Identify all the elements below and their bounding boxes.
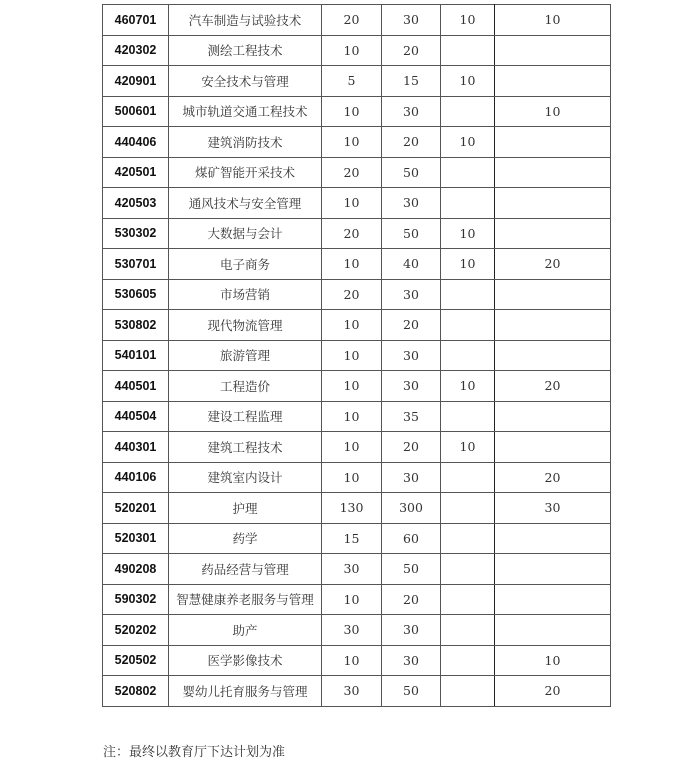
major-code-cell: 530802 — [103, 310, 169, 341]
value-cell-3 — [441, 340, 495, 371]
major-code-cell: 540101 — [103, 340, 169, 371]
major-name-cell: 医学影像技术 — [169, 645, 322, 676]
value-cell-3 — [441, 493, 495, 524]
table-body — [103, 5, 611, 707]
value-cell-3: 10 — [441, 249, 495, 280]
major-name-cell: 建筑室内设计 — [169, 462, 322, 493]
major-code-cell: 520301 — [103, 523, 169, 554]
value-cell-3: 10 — [441, 432, 495, 463]
value-cell-2: 30 — [382, 5, 441, 36]
major-name-cell: 建筑消防技术 — [169, 127, 322, 158]
value-cell-4 — [495, 127, 611, 158]
table-row — [103, 5, 611, 36]
value-cell-3 — [441, 584, 495, 615]
value-cell-1: 10 — [322, 96, 382, 127]
table-row — [103, 676, 611, 707]
value-cell-4 — [495, 554, 611, 585]
value-cell-1: 10 — [322, 584, 382, 615]
major-name-cell: 建筑工程技术 — [169, 432, 322, 463]
major-name-cell: 建设工程监理 — [169, 401, 322, 432]
value-cell-1: 10 — [322, 340, 382, 371]
major-code-cell: 520502 — [103, 645, 169, 676]
value-cell-4 — [495, 188, 611, 219]
major-code-cell: 590302 — [103, 584, 169, 615]
value-cell-4 — [495, 432, 611, 463]
major-code-cell: 490208 — [103, 554, 169, 585]
value-cell-1: 10 — [322, 310, 382, 341]
major-code-cell: 530701 — [103, 249, 169, 280]
value-cell-2: 50 — [382, 157, 441, 188]
value-cell-2: 20 — [382, 432, 441, 463]
value-cell-2: 50 — [382, 676, 441, 707]
value-cell-4 — [495, 340, 611, 371]
major-name-cell: 婴幼儿托育服务与管理 — [169, 676, 322, 707]
table-row — [103, 462, 611, 493]
major-code-cell: 500601 — [103, 96, 169, 127]
value-cell-2: 15 — [382, 66, 441, 97]
value-cell-3 — [441, 279, 495, 310]
table-row — [103, 96, 611, 127]
value-cell-3 — [441, 523, 495, 554]
value-cell-2: 30 — [382, 615, 441, 646]
table-row — [103, 432, 611, 463]
major-name-cell: 药学 — [169, 523, 322, 554]
value-cell-3: 10 — [441, 218, 495, 249]
table-row — [103, 249, 611, 280]
value-cell-3 — [441, 188, 495, 219]
major-name-cell: 护理 — [169, 493, 322, 524]
major-name-cell: 汽车制造与试验技术 — [169, 5, 322, 36]
value-cell-1: 10 — [322, 127, 382, 158]
value-cell-4: 30 — [495, 493, 611, 524]
value-cell-1: 15 — [322, 523, 382, 554]
major-name-cell: 通风技术与安全管理 — [169, 188, 322, 219]
major-name-cell: 助产 — [169, 615, 322, 646]
major-code-cell: 530605 — [103, 279, 169, 310]
value-cell-4 — [495, 615, 611, 646]
value-cell-1: 20 — [322, 218, 382, 249]
table-row — [103, 615, 611, 646]
major-code-cell: 440406 — [103, 127, 169, 158]
value-cell-3 — [441, 96, 495, 127]
value-cell-3 — [441, 157, 495, 188]
value-cell-4: 20 — [495, 371, 611, 402]
value-cell-3 — [441, 35, 495, 66]
major-code-cell: 440301 — [103, 432, 169, 463]
value-cell-4 — [495, 218, 611, 249]
value-cell-2: 60 — [382, 523, 441, 554]
table-row — [103, 401, 611, 432]
value-cell-1: 130 — [322, 493, 382, 524]
major-code-cell: 440504 — [103, 401, 169, 432]
value-cell-4: 10 — [495, 5, 611, 36]
table-row — [103, 371, 611, 402]
value-cell-4 — [495, 401, 611, 432]
value-cell-2: 30 — [382, 96, 441, 127]
value-cell-4 — [495, 523, 611, 554]
value-cell-1: 10 — [322, 645, 382, 676]
value-cell-3: 10 — [441, 127, 495, 158]
table-row — [103, 157, 611, 188]
value-cell-2: 30 — [382, 279, 441, 310]
value-cell-1: 10 — [322, 188, 382, 219]
major-code-cell: 440106 — [103, 462, 169, 493]
value-cell-4: 20 — [495, 462, 611, 493]
table-row — [103, 340, 611, 371]
footnote: 注：最终以教育厅下达计划为准 — [103, 745, 286, 760]
major-name-cell: 城市轨道交通工程技术 — [169, 96, 322, 127]
table-row — [103, 188, 611, 219]
value-cell-1: 20 — [322, 157, 382, 188]
table-row — [103, 310, 611, 341]
value-cell-4: 10 — [495, 645, 611, 676]
value-cell-3: 10 — [441, 66, 495, 97]
value-cell-1: 20 — [322, 279, 382, 310]
value-cell-4: 20 — [495, 249, 611, 280]
value-cell-3 — [441, 554, 495, 585]
major-name-cell: 安全技术与管理 — [169, 66, 322, 97]
table-row — [103, 493, 611, 524]
value-cell-2: 20 — [382, 584, 441, 615]
major-name-cell: 电子商务 — [169, 249, 322, 280]
value-cell-1: 10 — [322, 462, 382, 493]
value-cell-2: 30 — [382, 645, 441, 676]
table-row — [103, 218, 611, 249]
table-row — [103, 35, 611, 66]
value-cell-2: 30 — [382, 371, 441, 402]
value-cell-3 — [441, 401, 495, 432]
value-cell-4: 10 — [495, 96, 611, 127]
table-row — [103, 584, 611, 615]
major-name-cell: 大数据与会计 — [169, 218, 322, 249]
major-code-cell: 520202 — [103, 615, 169, 646]
table-row — [103, 66, 611, 97]
major-name-cell: 工程造价 — [169, 371, 322, 402]
value-cell-1: 10 — [322, 432, 382, 463]
value-cell-4 — [495, 310, 611, 341]
value-cell-2: 35 — [382, 401, 441, 432]
value-cell-2: 30 — [382, 340, 441, 371]
value-cell-1: 10 — [322, 371, 382, 402]
major-code-cell: 420501 — [103, 157, 169, 188]
value-cell-2: 300 — [382, 493, 441, 524]
major-name-cell: 智慧健康养老服务与管理 — [169, 584, 322, 615]
value-cell-2: 20 — [382, 35, 441, 66]
table-row — [103, 554, 611, 585]
value-cell-2: 40 — [382, 249, 441, 280]
value-cell-1: 10 — [322, 401, 382, 432]
table-row — [103, 279, 611, 310]
major-code-cell: 440501 — [103, 371, 169, 402]
major-name-cell: 测绘工程技术 — [169, 35, 322, 66]
table-row — [103, 645, 611, 676]
value-cell-3 — [441, 462, 495, 493]
major-code-cell: 420503 — [103, 188, 169, 219]
major-code-cell: 520802 — [103, 676, 169, 707]
table-row — [103, 127, 611, 158]
value-cell-4 — [495, 35, 611, 66]
major-name-cell: 药品经营与管理 — [169, 554, 322, 585]
major-name-cell: 煤矿智能开采技术 — [169, 157, 322, 188]
major-code-cell: 520201 — [103, 493, 169, 524]
value-cell-1: 10 — [322, 249, 382, 280]
value-cell-3: 10 — [441, 5, 495, 36]
value-cell-2: 20 — [382, 310, 441, 341]
value-cell-1: 5 — [322, 66, 382, 97]
value-cell-1: 30 — [322, 554, 382, 585]
value-cell-1: 20 — [322, 5, 382, 36]
value-cell-3 — [441, 615, 495, 646]
value-cell-2: 50 — [382, 218, 441, 249]
major-code-cell: 530302 — [103, 218, 169, 249]
value-cell-4 — [495, 584, 611, 615]
major-code-cell: 420901 — [103, 66, 169, 97]
table-row — [103, 523, 611, 554]
major-name-cell: 市场营销 — [169, 279, 322, 310]
value-cell-1: 30 — [322, 676, 382, 707]
value-cell-4: 20 — [495, 676, 611, 707]
enrollment-plan-table — [102, 4, 611, 707]
value-cell-1: 10 — [322, 35, 382, 66]
major-name-cell: 现代物流管理 — [169, 310, 322, 341]
value-cell-2: 20 — [382, 127, 441, 158]
value-cell-4 — [495, 66, 611, 97]
value-cell-3: 10 — [441, 371, 495, 402]
value-cell-3 — [441, 645, 495, 676]
value-cell-4 — [495, 157, 611, 188]
value-cell-3 — [441, 676, 495, 707]
value-cell-2: 30 — [382, 188, 441, 219]
major-code-cell: 460701 — [103, 5, 169, 36]
value-cell-1: 30 — [322, 615, 382, 646]
value-cell-2: 30 — [382, 462, 441, 493]
value-cell-3 — [441, 310, 495, 341]
major-name-cell: 旅游管理 — [169, 340, 322, 371]
value-cell-4 — [495, 279, 611, 310]
value-cell-2: 50 — [382, 554, 441, 585]
major-code-cell: 420302 — [103, 35, 169, 66]
